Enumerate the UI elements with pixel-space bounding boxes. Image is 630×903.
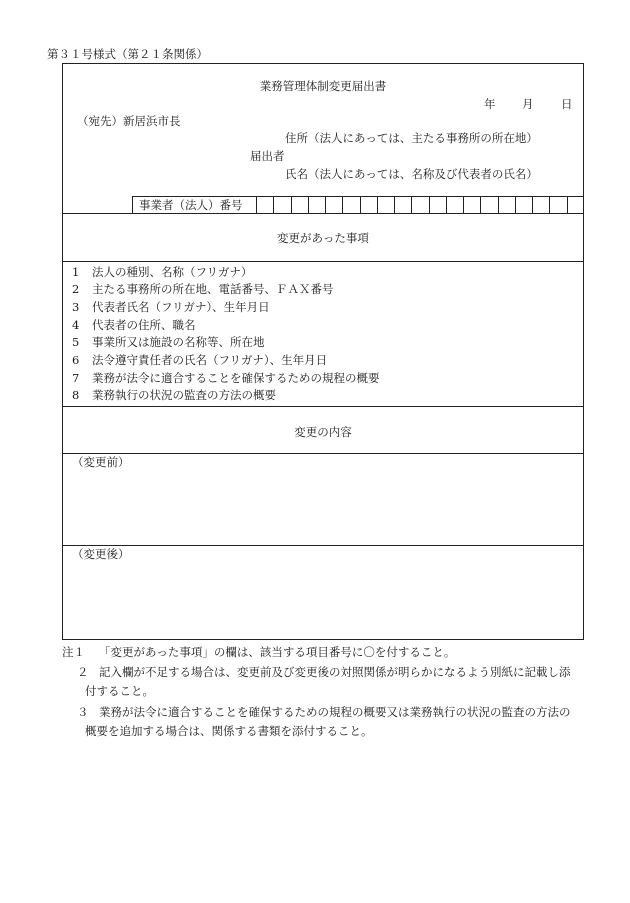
item-4-num: 4 [72, 318, 80, 332]
item-2-text: 主たる事務所の所在地、電話番号、ＦＡＸ番号 [92, 282, 334, 296]
change-content-header: 変更の内容 [294, 425, 352, 439]
after-label: （変更後） [72, 547, 130, 561]
date-day-label: 日 [561, 97, 573, 111]
business-number-digit-cell[interactable] [308, 197, 325, 213]
item-4-text: 代表者の住所、職名 [92, 318, 196, 332]
note-1-prefix: 注１ [62, 645, 85, 659]
item-1-text: 法人の種別、名称（フリガナ） [92, 265, 253, 279]
date-year-label: 年 [484, 97, 496, 111]
business-number-digit-cell[interactable] [377, 197, 394, 213]
business-number-digit-cell[interactable] [291, 197, 308, 213]
item-7-text: 業務が法令に適合することを確保するための規程の概要 [92, 371, 380, 385]
business-number-digit-cell[interactable] [360, 197, 377, 213]
divider-business-number-bottom [62, 213, 584, 214]
divider-change-content-header-bottom [62, 453, 584, 454]
item-6-num: 6 [72, 353, 80, 367]
business-number-digit-cell[interactable] [394, 197, 411, 213]
business-number-digit-cell[interactable] [549, 197, 566, 213]
item-5-num: 5 [72, 335, 80, 349]
addressee: （宛先）新居浜市長 [77, 114, 181, 128]
business-number-digit-cell[interactable] [256, 197, 273, 213]
note-2-line1: 記入欄が不足する場合は、変更前及び変更後の対照関係が明らかになるよう別紙に記載し添 [99, 665, 571, 679]
notifier-address-label: 住所（法人にあっては、主たる事務所の所在地） [285, 131, 538, 145]
item-1-num: 1 [72, 265, 80, 279]
before-input-area[interactable] [63, 470, 583, 544]
note-2-line2: 付すること。 [85, 684, 154, 698]
notifier-name-label: 氏名（法人にあっては、名称及び代表者の氏名） [285, 167, 538, 181]
changed-items-header: 変更があった事項 [277, 231, 369, 245]
business-number-digit-cell[interactable] [273, 197, 290, 213]
item-3-num: 3 [72, 300, 80, 314]
business-number-digit-cell[interactable] [498, 197, 515, 213]
after-input-area[interactable] [63, 562, 583, 639]
divider-changed-items-header-bottom [62, 261, 584, 262]
item-5-text: 事業所又は施設の名称等、所在地 [92, 335, 265, 349]
divider-before-after [62, 545, 584, 546]
business-number-digit-cell[interactable] [515, 197, 532, 213]
date-month-label: 月 [522, 97, 534, 111]
business-number-label: 事業者（法人）番号 [139, 198, 243, 212]
business-number-digit-cell[interactable] [532, 197, 549, 213]
item-2-num: 2 [72, 282, 80, 296]
item-7-num: 7 [72, 371, 80, 385]
note-1-text: 「変更があった事項」の欄は、該当する項目番号に〇を付すること。 [99, 645, 456, 659]
form-frame [62, 63, 584, 640]
item-8-num: 8 [72, 388, 80, 402]
note-3-num: ３ [77, 705, 89, 719]
business-number-digit-cell[interactable] [480, 197, 497, 213]
business-number-digit-cell[interactable] [446, 197, 463, 213]
business-number-digit-cell[interactable] [429, 197, 446, 213]
note-3-line1: 業務が法令に適合することを確保するための規程の概要又は業務執行の状況の監査の方法の [99, 705, 571, 719]
note-2-num: ２ [77, 665, 89, 679]
business-number-digit-cell[interactable] [325, 197, 342, 213]
business-number-digit-cell[interactable] [411, 197, 428, 213]
form-title: 業務管理体制変更届出書 [259, 79, 387, 93]
business-number-digit-cell[interactable] [567, 197, 584, 213]
business-number-digit-cell[interactable] [342, 197, 359, 213]
divider-changed-items-bottom [62, 406, 584, 407]
notifier-label: 届出者 [250, 149, 285, 163]
item-6-text: 法令遵守責任者の氏名（フリガナ）、生年月日 [92, 353, 328, 367]
item-3-text: 代表者氏名（フリガナ）、生年月日 [92, 300, 270, 314]
before-label: （変更前） [72, 455, 130, 469]
note-3-line2: 概要を追加する場合は、関係する書類を添付すること。 [85, 724, 373, 738]
item-8-text: 業務執行の状況の監査の方法の概要 [92, 388, 276, 402]
form-number: 第３１号様式（第２１条関係） [47, 47, 208, 61]
business-number-left-border [132, 196, 133, 213]
business-number-digit-cell[interactable] [463, 197, 480, 213]
